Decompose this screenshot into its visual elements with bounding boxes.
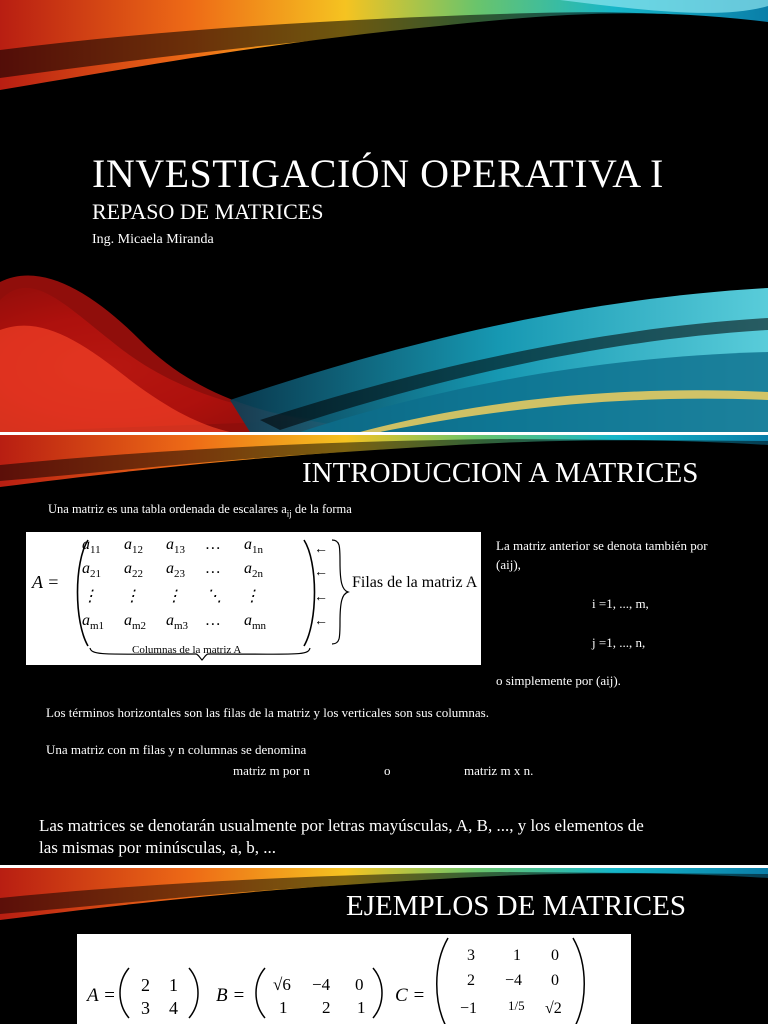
matrix-C-r1c2: 1 (513, 947, 521, 964)
side-note-line1: La matriz anterior se denota también por (496, 538, 708, 553)
matrix-cell-base: ⋮ (166, 588, 182, 605)
matrix-B-r1c1: √6 (273, 975, 291, 994)
matrix-cell-base: ⋮ (82, 588, 98, 605)
matrix-cell-r2-c4 (206, 560, 220, 578)
matrix-cell-base: … (206, 536, 221, 553)
matrix-cell-r1-c1 (82, 536, 101, 556)
matrix-C-r2c2: −4 (505, 972, 523, 989)
matrix-cell-r1-c3 (166, 536, 185, 556)
matrix-C-r3c3: √2 (545, 1000, 562, 1017)
intro-text-pre: Una matriz es una tabla ordenada de escalares a (48, 502, 287, 516)
matrix-A-r2c2: 4 (169, 998, 178, 1018)
matrix-cell-base: a (124, 612, 132, 629)
matrix-C-r1c1: 3 (467, 947, 475, 964)
matrix-cell-base: a (166, 560, 174, 577)
matrix-cell-base: a (244, 612, 252, 629)
paragraph-mxn-a: matriz m por n (233, 763, 310, 778)
matrix-cell-base: a (82, 560, 90, 577)
matrix-cell-r1-c5 (244, 536, 263, 556)
side-note-j: j =1, ..., n, (592, 635, 646, 650)
matrix-cell-subscript: m2 (132, 620, 147, 633)
matrix-cell-r3-c4 (206, 586, 222, 606)
paragraph-mxn-c: matriz m x n. (464, 763, 534, 778)
matrix-cell-base: ⋱ (206, 588, 222, 605)
matrix-A-lhs: A = (87, 985, 116, 1006)
matrix-A-r2c1: 3 (141, 998, 150, 1018)
matrix-cell-subscript: 23 (174, 568, 185, 581)
paragraph-mxn-b: o (384, 763, 391, 778)
matrix-cell-r2-c2 (124, 560, 143, 580)
matrix-cell-subscript: m3 (174, 620, 189, 633)
matrix-cell-r3-c5 (244, 586, 260, 606)
slide-title: INTRODUCCION A MATRICES (302, 457, 699, 489)
matrix-cell-base: a (166, 612, 174, 629)
rows-label: Filas de la matriz A (352, 574, 478, 591)
matrix-cell-r4-c5 (244, 612, 266, 632)
examples-figure (77, 934, 631, 1024)
matrix-cell-r3-c2 (124, 586, 140, 606)
intro-text (48, 502, 352, 519)
matrix-cell-r4-c1 (82, 612, 104, 632)
matrix-cell-base: a (166, 536, 174, 553)
matrix-cell-r4-c3 (166, 612, 188, 632)
side-note-line2: (aij), (496, 557, 521, 572)
matrix-cell-r2-c5 (244, 560, 263, 580)
slide-ejemplos (0, 868, 768, 1024)
matrix-C-r3c2: 1/5 (508, 998, 525, 1013)
matrix-B-r2c2: 2 (322, 998, 331, 1017)
arrow-row-4: ← (314, 614, 328, 629)
matrix-C-r2c3: 0 (551, 972, 559, 989)
matrix-cell-base: a (244, 536, 252, 553)
general-matrix-figure (26, 532, 481, 665)
arrow-row-2: ← (314, 565, 328, 580)
matrix-cell-subscript: m1 (90, 620, 105, 633)
matrix-cell-subscript: 22 (132, 568, 143, 581)
matrix-cell-r4-c2 (124, 612, 146, 632)
slide-title (0, 0, 768, 432)
matrix-cell-r1-c2 (124, 536, 143, 556)
matrix-C-lhs: C = (395, 985, 426, 1006)
slide-introduccion (0, 435, 768, 865)
matrix-cell-r3-c3 (166, 586, 182, 606)
paragraph-mxn: Una matriz con m filas y n columnas se denomina (46, 742, 307, 757)
author-name: Ing. Micaela Miranda (92, 232, 214, 247)
matrix-C-r3c1: −1 (460, 1000, 478, 1017)
matrix-cell-subscript: 1n (252, 544, 263, 557)
side-note-i: i =1, ..., m, (592, 596, 649, 611)
matrix-cell-r4-c4 (206, 612, 220, 630)
side-note-last: o simplemente por (aij). (496, 673, 621, 688)
matrix-cell-subscript: 13 (174, 544, 185, 557)
arrow-row-1: ← (314, 542, 328, 557)
matrix-cell-base: a (244, 560, 252, 577)
matrix-lhs: A = (32, 572, 60, 592)
matrix-C-r1c3: 0 (551, 947, 559, 964)
paragraph-rows-cols: Los términos horizontales son las filas de la matriz y los verticales son sus columnas. (46, 705, 489, 720)
paragraph-notation-1: Las matrices se denotarán usualmente por letras mayúsculas, A, B, ..., y los elementos de (39, 816, 644, 835)
presentation-subtitle: REPASO DE MATRICES (92, 199, 324, 224)
matrix-cell-base: … (206, 560, 221, 577)
matrix-B-r1c2: −4 (312, 975, 331, 994)
matrix-cell-subscript: 2n (252, 568, 263, 581)
matrix-cell-subscript: 21 (90, 568, 101, 581)
matrix-cell-r3-c1 (82, 586, 98, 606)
intro-text-post: de la forma (291, 502, 352, 516)
matrix-A-r1c1: 2 (141, 975, 150, 995)
matrix-cell-subscript: mn (252, 620, 267, 633)
matrix-cell-base: a (124, 536, 132, 553)
matrix-cell-base: ⋮ (244, 588, 260, 605)
matrix-cell-subscript: 12 (132, 544, 143, 557)
presentation-title: INVESTIGACIÓN OPERATIVA I (92, 151, 664, 196)
matrix-C-r2c1: 2 (467, 972, 475, 989)
matrix-B-r1c3: 0 (355, 975, 364, 994)
matrix-cell-base: a (82, 612, 90, 629)
matrix-B-lhs: B = (216, 985, 246, 1006)
cols-label: Columnas de la matriz A (132, 644, 242, 656)
matrix-cell-r2-c3 (166, 560, 185, 580)
matrix-B-r2c1: 1 (279, 998, 288, 1017)
intro-text-sub: ij (286, 508, 292, 519)
matrix-cell-base: a (82, 536, 90, 553)
matrix-A-r1c2: 1 (169, 975, 178, 995)
matrix-cell-r1-c4 (206, 536, 220, 554)
paragraph-notation-2: las mismas por minúsculas, a, b, ... (39, 838, 277, 857)
matrix-B-r2c3: 1 (357, 998, 366, 1017)
matrix-cell-base: … (206, 612, 221, 629)
matrix-cell-subscript: 11 (90, 544, 101, 557)
arrow-row-3: ← (314, 590, 328, 605)
matrix-cell-r2-c1 (82, 560, 101, 580)
slide-title: EJEMPLOS DE MATRICES (346, 890, 686, 922)
matrix-cell-base: ⋮ (124, 588, 140, 605)
matrix-cell-base: a (124, 560, 132, 577)
